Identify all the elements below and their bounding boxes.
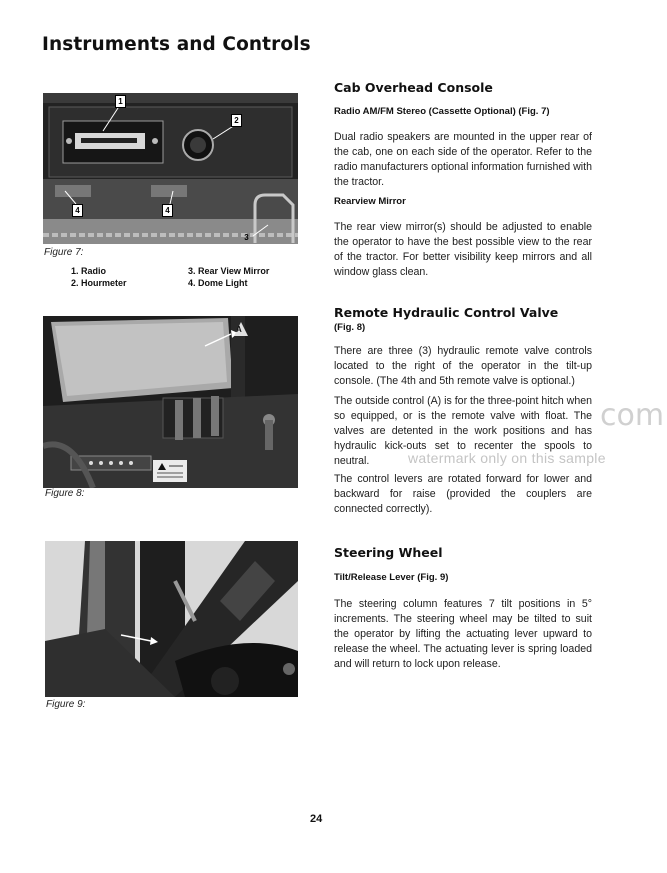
paragraph-hydraulic-3: The control levers are rotated forward for lower and backward for raise (provided the couplers are connected correctly). [334,473,592,515]
subheading-radio: Radio AM/FM Stereo (Cassette Optional) (Fig. 7) [334,106,550,117]
figure-8-photo [43,316,298,488]
figure-7-legend-item: 4. Dome Light [188,278,248,288]
paragraph-mirror: The rear view mirror(s) should be adjusted to enable the operator to have the best possible view to the rear of the tractor. For better visibility keep mirrors and all window glass clean. [334,221,592,278]
figure-8-callout-a: A [236,325,242,334]
figure-7-callout-2: 2 [231,114,242,127]
paragraph-hydraulic-2: The outside control (A) is for the three-point hitch when so equipped, or is the remote valve with float. The valves are detented in the work positions and has hydraulic kick-outs set to recenter the spools to neutral. [334,395,592,467]
figure-7-callout-4a: 4 [72,204,83,217]
figure-7-callout-3: 3 [244,233,249,242]
figure-7-photo [43,93,298,244]
watermark-fragment: com [600,398,665,433]
figure-7-legend-item: 3. Rear View Mirror [188,266,270,276]
figure-7-callout-1: 1 [115,95,126,108]
subheading-rearview-mirror: Rearview Mirror [334,196,406,207]
subheading-tilt-release: Tilt/Release Lever (Fig. 9) [334,572,449,583]
section-heading-remote-hydraulic: Remote Hydraulic Control Valve [334,305,559,320]
figure-8-caption: Figure 8: [45,488,85,499]
figure-9-photo [45,541,298,697]
watermark-text: watermark only on this sample [408,450,606,466]
paragraph-steering: The steering column features 7 tilt positions in 5° increments. The steering wheel may be tilted to suit the operator by lifting the actuating lever upward to release the wheel. The actuating lever is spring loaded and will return to lock upon release. [334,598,592,670]
section-heading-steering-wheel: Steering Wheel [334,545,443,560]
figure-reference-8: (Fig. 8) [334,322,366,333]
page-number: 24 [310,813,323,825]
paragraph-hydraulic-1: There are three (3) hydraulic remote valve controls located to the right of the operator in the tilt-up console. (The 4th and 5th remote valve is optional.) [334,345,592,387]
paragraph-radio: Dual radio speakers are mounted in the upper rear of the cab, one on each side of the operator. Refer to the radio manufacturers optional information furnished with the tractor. [334,131,592,188]
figure-7-legend-item: 2. Hourmeter [71,278,127,288]
figure-9-caption: Figure 9: [46,699,86,710]
section-heading-cab-overhead-console: Cab Overhead Console [334,80,493,95]
page-title: Instruments and Controls [42,34,311,55]
figure-7-legend-item: 1. Radio [71,266,107,276]
figure-7-caption: Figure 7: [44,247,84,258]
figure-7-callout-4b: 4 [162,204,173,217]
